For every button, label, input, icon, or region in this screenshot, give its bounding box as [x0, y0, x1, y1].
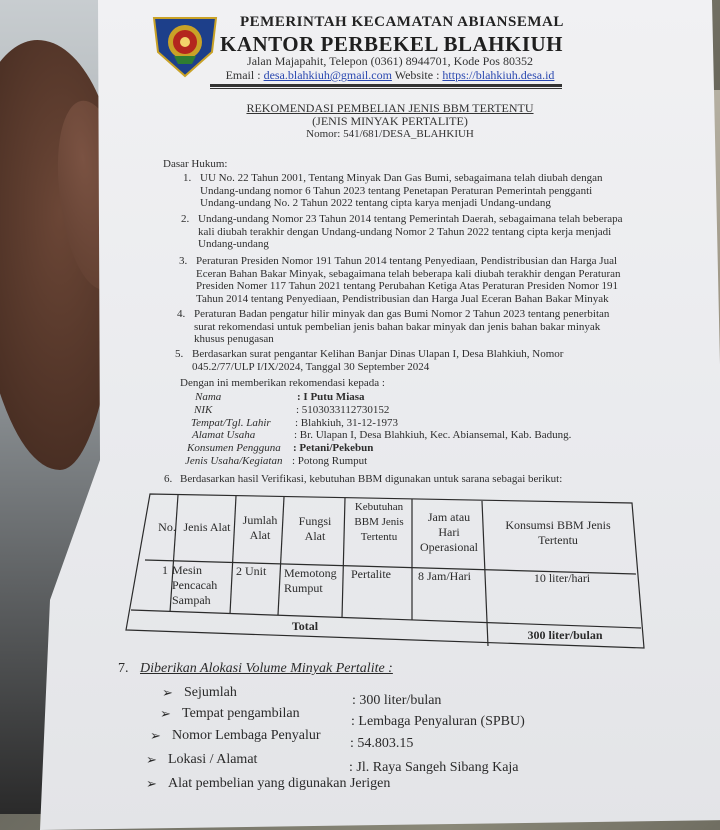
table-total-value: 300 liter/bulan — [527, 628, 603, 642]
allocation-value: : Jl. Raya Sangeh Sibang Kaja — [349, 760, 519, 775]
table-total-label: Total — [291, 619, 319, 633]
document-subtitle: (JENIS MINYAK PERTALITE) — [312, 114, 468, 128]
recipient-label: NIK — [194, 403, 213, 416]
table-header-tool: Jenis Alat — [183, 520, 231, 534]
allocation-label: Lokasi / Alamat — [168, 752, 258, 767]
recipient-value: : 5103033112730152 — [296, 403, 390, 416]
table-cell-consumption: 10 liter/hari — [533, 571, 591, 585]
table-header-quantity: Jumlah Alat — [242, 513, 278, 542]
recipient-value: : Potong Rumput — [292, 455, 368, 467]
recipient-label: Tempat/Tgl. Lahir — [191, 416, 271, 429]
legal-item-line: Undang-undang — [198, 238, 269, 250]
header-address: Jalan Majapahit, Telepon (0361) 8944701, Kode Pos 80352 — [247, 54, 533, 68]
allocation-value: : 300 liter/bulan — [352, 693, 442, 708]
table-cell-tool: Mesin Pencacah Sampah — [172, 563, 218, 607]
bullet-icon: ➢ — [146, 776, 157, 791]
legal-item-number: 1. — [183, 172, 192, 184]
email-link[interactable]: desa.blahkiuh@gmail.com — [263, 68, 392, 82]
legal-item-line: UU No. 22 Tahun 2001, Tentang Minyak Dan Gas Bumi, sebagaimana telah diubah dengan — [200, 172, 603, 184]
table-header-operation: Jam atau Hari Operasional — [420, 510, 478, 554]
legal-basis-label: Dasar Hukum: — [163, 158, 228, 170]
recipient-label: Konsumen Pengguna — [187, 442, 281, 455]
allocation-label: Nomor Lembaga Penyalur — [172, 728, 321, 743]
legal-item-line: Berdasarkan surat pengantar Kelihan Banjar Dinas Ulapan I, Desa Blahkiuh, Nomor — [192, 348, 564, 360]
allocation-label: Tempat pengambilan — [182, 706, 300, 721]
table-header-consumption: Konsumsi BBM Jenis Tertentu — [505, 518, 611, 547]
point6-text: Berdasarkan hasil Verifikasi, kebutuhan BBM digunakan untuk sarana sebagai berikut: — [180, 473, 563, 485]
table-header-fuel-type: Kebutuhan BBM Jenis Tertentu — [354, 501, 404, 543]
legal-item-line: Tahun 2014 tentang Penyediaan, Pendistribusian dan Harga Jual Eceran Bahan Bakar Minyak — [196, 292, 609, 305]
recipient-label: Alamat Usaha — [192, 429, 256, 442]
legal-item-line: Undang-undang No. 2 Tahun 2022 tentang cipta karya menjadi Undang-undang — [200, 197, 551, 209]
document-title: REKOMENDASI PEMBELIAN JENIS BBM TERTENTU — [246, 101, 534, 115]
legal-item-line: Eceran Bahan Bakar Minyak, sebagaimana telah beberapa kali diubah terakhir dengan Peraturan — [196, 267, 621, 280]
table-header-no: No. — [158, 520, 176, 534]
table-cell-no: 1 — [162, 563, 168, 577]
legal-item-line: Peraturan Presiden Nomor 191 Tahun 2014 tentang Penyediaan, Pendistribusian dan Harga Jual — [196, 255, 618, 267]
legal-item-line: surat rekomendasi untuk pembelian jenis bahan bakar minyak dan jenis bahan bakar minyak — [194, 320, 601, 333]
recipient-value: : Petani/Pekebun — [293, 442, 374, 455]
table-header-function: Fungsi Alat — [298, 514, 332, 543]
allocation-label: Sejumlah — [184, 685, 237, 700]
recipient-label: Nama — [195, 391, 222, 403]
table-cell-function: Memotong Rumput — [284, 566, 337, 595]
recipient-value: : Br. Ulapan I, Desa Blahkiuh, Kec. Abiansemal, Kab. Badung. — [294, 429, 572, 442]
legal-item-line: kali diubah terakhir dengan Undang-undang Nomor 2 Tahun 2022 tentang cipta kerja menjadi — [198, 225, 612, 238]
table-cell-quantity: 2 Unit — [236, 564, 267, 578]
recipient-label: Jenis Usaha/Kegiatan — [185, 455, 283, 467]
legal-item-line: Presiden Nomer 117 Tahun 2021 tentang Perubahan Ketiga Atas Peraturan Presiden Nomor 191 — [196, 280, 619, 292]
email-label: Email : — [225, 68, 261, 82]
legal-item-number: 4. — [177, 308, 186, 320]
header-government: PEMERINTAH KECAMATAN ABIANSEMAL — [240, 14, 564, 30]
point7-number: 7. — [118, 661, 129, 676]
website-link[interactable]: https://blahkiuh.desa.id — [442, 68, 555, 82]
point6-number: 6. — [164, 473, 173, 485]
legal-item-line: khusus penugasan — [194, 333, 274, 345]
recommendation-intro: Dengan ini memberikan rekomendasi kepada : — [180, 377, 385, 389]
point7-text: Diberikan Alokasi Volume Minyak Pertalite : — [140, 661, 393, 676]
allocation-label: Alat pembelian yang digunakan Jerigen — [168, 776, 391, 791]
allocation-value: : Lembaga Penyaluran (SPBU) — [351, 714, 525, 729]
bullet-icon: ➢ — [162, 685, 173, 700]
table-cell-fuel: Pertalite — [351, 567, 391, 581]
header-office: KANTOR PERBEKEL BLAHKIUH — [220, 32, 564, 56]
table-cell-operation: 8 Jam/Hari — [418, 569, 471, 583]
document-number: Nomor: 541/681/DESA_BLAHKIUH — [306, 128, 474, 140]
legal-item-number: 2. — [181, 213, 190, 225]
recipient-value: : I Putu Miasa — [297, 391, 365, 403]
bullet-icon: ➢ — [150, 728, 161, 743]
bullet-icon: ➢ — [160, 706, 171, 721]
legal-item-line: Undang-undang Nomor 23 Tahun 2014 tentang Pemerintah Daerah, sebagaimana telah beberapa — [198, 213, 623, 225]
legal-item-line: 045.2/77/ULP I/IX/2024, Tanggal 30 September 2024 — [192, 360, 430, 373]
bullet-icon: ➢ — [146, 752, 157, 767]
legal-item-line: Peraturan Badan pengatur hilir minyak dan gas Bumi Nomor 2 Tahun 2023 tentang penerbitan — [194, 308, 610, 320]
allocation-value: : 54.803.15 — [350, 736, 414, 751]
website-label: Website : — [394, 68, 440, 82]
legal-item-number: 3. — [179, 255, 188, 267]
legal-item-line: Undang-undang nomor 6 Tahun 2023 tentang Penetapan Peraturan Pemerintah pengganti — [200, 184, 593, 197]
recipient-value: : Blahkiuh, 31-12-1973 — [295, 416, 398, 429]
legal-item-number: 5. — [175, 348, 184, 360]
